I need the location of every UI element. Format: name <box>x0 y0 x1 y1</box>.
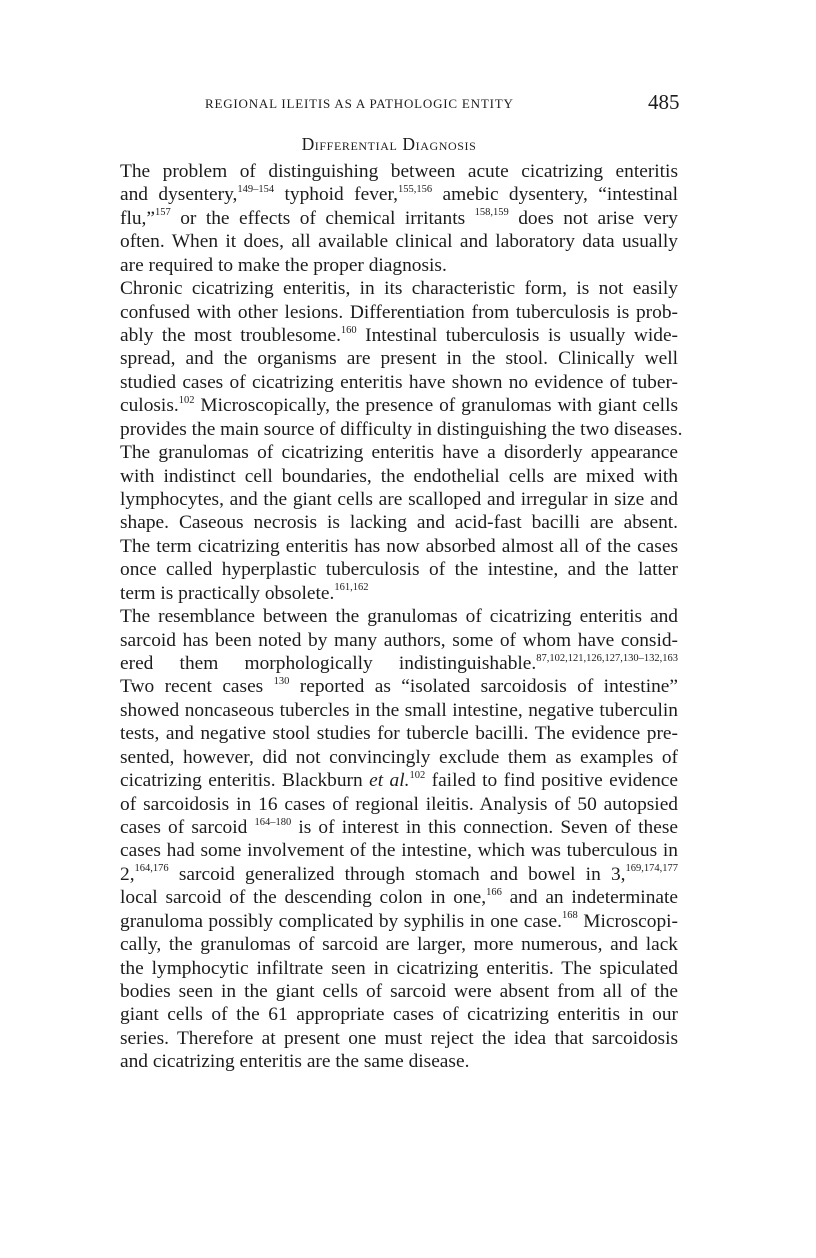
text-line <box>120 324 678 348</box>
text-run: and dysentery, <box>120 184 238 206</box>
text-line <box>120 254 678 278</box>
text-line <box>120 863 678 887</box>
citation-superscript: 149–154 <box>237 183 275 195</box>
text-line <box>120 699 678 723</box>
text-line <box>120 465 678 489</box>
text-run: term is practically obsolete. <box>120 582 335 604</box>
citation-superscript: 155,156 <box>398 183 433 195</box>
text-run: bodies seen in the giant cells of sarcoid were absent from all of the <box>120 981 678 1003</box>
citation-superscript: 160 <box>340 324 357 336</box>
text-line <box>120 535 678 559</box>
text-run: Microscopi- <box>577 910 678 932</box>
text-run: spread, and the organisms are present in the stool. Clinically well <box>120 348 678 370</box>
text-line <box>120 816 678 840</box>
text-line <box>120 371 678 395</box>
text-run: cicatrizing enteritis. Blackburn <box>120 770 370 792</box>
text-line <box>120 629 678 653</box>
text-run: and an indeterminate <box>501 887 678 909</box>
citation-superscript: 164,176 <box>134 863 169 875</box>
text-run: giant cells of the 61 appropriate cases of cicatrizing enteritis in our <box>120 1004 678 1026</box>
citation-superscript: 166 <box>486 886 502 898</box>
text-run: flu,” <box>120 207 155 229</box>
text-run: of sarcoidosis in 16 cases of regional ileitis. Analysis of 50 autopsied <box>120 793 678 815</box>
text-run: does not arise very <box>508 207 678 229</box>
text-line <box>120 1050 678 1074</box>
text-line <box>120 488 678 512</box>
running-title: REGIONAL ILEITIS AS A PATHOLOGIC ENTITY <box>205 96 514 111</box>
text-line <box>120 230 678 254</box>
text-run: and cicatrizing enteritis are the same disease. <box>120 1051 470 1073</box>
text-line <box>120 793 678 817</box>
section-title: Differential Diagnosis <box>301 134 477 154</box>
text-run: or the effects of chemical irritants <box>170 207 475 229</box>
text-run: granuloma possibly complicated by syphilis in one case. <box>120 910 562 932</box>
text-line <box>120 675 678 699</box>
text-run: sented, however, did not convincingly exclude them as examples of <box>120 746 678 768</box>
text-line <box>120 418 683 442</box>
text-line <box>120 839 678 863</box>
text-run: lymphocytes, and the giant cells are scalloped and irregular in size and <box>120 489 678 511</box>
text-run: showed noncaseous tubercles in the small intestine, negative tuberculin <box>120 699 678 721</box>
text-run: amebic dysentery, “intestinal <box>432 184 678 206</box>
text-run: tests, and negative stool studies for tubercle bacilli. The evidence pre- <box>120 723 678 745</box>
citation-superscript: 102 <box>409 769 426 781</box>
citation-superscript: 87,102,121,126,127,130–132,163 <box>536 652 678 664</box>
text-line <box>120 746 678 770</box>
text-line <box>120 582 678 606</box>
citation-superscript: 169,174,177 <box>625 863 678 875</box>
text-line <box>120 769 678 793</box>
text-run: failed to find positive evidence <box>425 770 679 792</box>
text-run: ably the most troublesome. <box>120 325 341 346</box>
text-line <box>120 207 678 231</box>
text-run: Microscopically, the presence of granulomas with giant cells <box>194 395 678 417</box>
text-run: Intestinal tuberculosis is usually wide- <box>356 325 679 346</box>
text-line <box>120 722 678 746</box>
text-run: typhoid fever, <box>274 184 399 206</box>
text-run: Chronic cicatrizing enteritis, in its characteristic form, is not easily <box>120 278 678 300</box>
citation-superscript: 168 <box>561 910 578 922</box>
text-line <box>120 441 678 465</box>
text-line <box>120 886 678 910</box>
text-run: is of interest in this connection. Seven of these <box>291 817 678 839</box>
text-run: shape. Caseous necrosis is lacking and acid-fast bacilli are absent. <box>120 512 678 534</box>
text-run: culosis. <box>120 395 179 417</box>
text-line <box>120 957 678 981</box>
text-line <box>120 183 678 207</box>
text-run: local sarcoid of the descending colon in one, <box>120 887 487 909</box>
italic-text: et al. <box>369 770 410 792</box>
text-run: once called hyperplastic tuberculosis of the intestine, and the latter <box>120 559 678 581</box>
citation-superscript: 102 <box>178 394 195 406</box>
citation-superscript: 161,162 <box>334 582 369 594</box>
text-line <box>120 652 678 676</box>
text-line <box>120 277 678 301</box>
text-run: often. When it does, all available clinical and laboratory data usually <box>120 231 678 253</box>
text-run: Two recent cases <box>120 676 274 698</box>
text-run: with indistinct cell boundaries, the endothelial cells are mixed with <box>120 465 678 487</box>
text-run: series. Therefore at present one must reject the idea that sarcoidosis <box>120 1027 678 1049</box>
citation-superscript: 158,159 <box>474 207 509 219</box>
text-run: are required to make the proper diagnosis. <box>120 254 447 276</box>
page-number: 485 <box>648 90 680 114</box>
text-line <box>120 933 678 957</box>
text-run: cally, the granulomas of sarcoid are larger, more numerous, and lack <box>120 934 678 956</box>
citation-superscript: 164–180 <box>254 816 292 828</box>
text-run: the lymphocytic infiltrate seen in cicatrizing enteritis. The spiculated <box>120 957 678 979</box>
text-line <box>120 301 678 325</box>
text-run: The resemblance between the granulomas of cicatrizing enteritis and <box>120 606 678 628</box>
text-line <box>120 1003 678 1027</box>
text-run: confused with other lesions. Differentiation from tuberculosis is prob- <box>120 301 678 323</box>
text-run: reported as “isolated sarcoidosis of intestine” <box>289 676 678 698</box>
text-run: ered them morphologically indistinguishable. <box>120 653 537 675</box>
text-line <box>120 160 678 184</box>
text-line <box>120 558 678 582</box>
text-line <box>120 394 678 418</box>
text-line <box>120 511 678 535</box>
text-line <box>120 910 678 934</box>
text-run: studied cases of cicatrizing enteritis have shown no evidence of tuber- <box>120 371 678 393</box>
text-run: The term cicatrizing enteritis has now absorbed almost all of the cases <box>120 535 678 557</box>
text-line <box>120 605 678 629</box>
text-run: sarcoid generalized through stomach and bowel in 3, <box>168 863 626 885</box>
citation-superscript: 157 <box>155 207 171 219</box>
text-run: cases of sarcoid <box>120 817 255 839</box>
text-run: The granulomas of cicatrizing enteritis have a disorderly appearance <box>120 442 678 464</box>
citation-superscript: 130 <box>273 675 290 687</box>
text-line <box>120 1027 678 1051</box>
text-line <box>120 347 678 371</box>
text-run: 2, <box>120 863 135 885</box>
text-run: provides the main source of difficulty in distinguishing the two diseases. <box>120 418 683 440</box>
text-run: The problem of distinguishing between acute cicatrizing enteritis <box>120 161 678 182</box>
text-run: sarcoid has been noted by many authors, some of whom have consid- <box>120 629 678 651</box>
text-line <box>120 980 678 1004</box>
text-run: cases had some involvement of the intestine, which was tuberculous in <box>120 840 678 862</box>
